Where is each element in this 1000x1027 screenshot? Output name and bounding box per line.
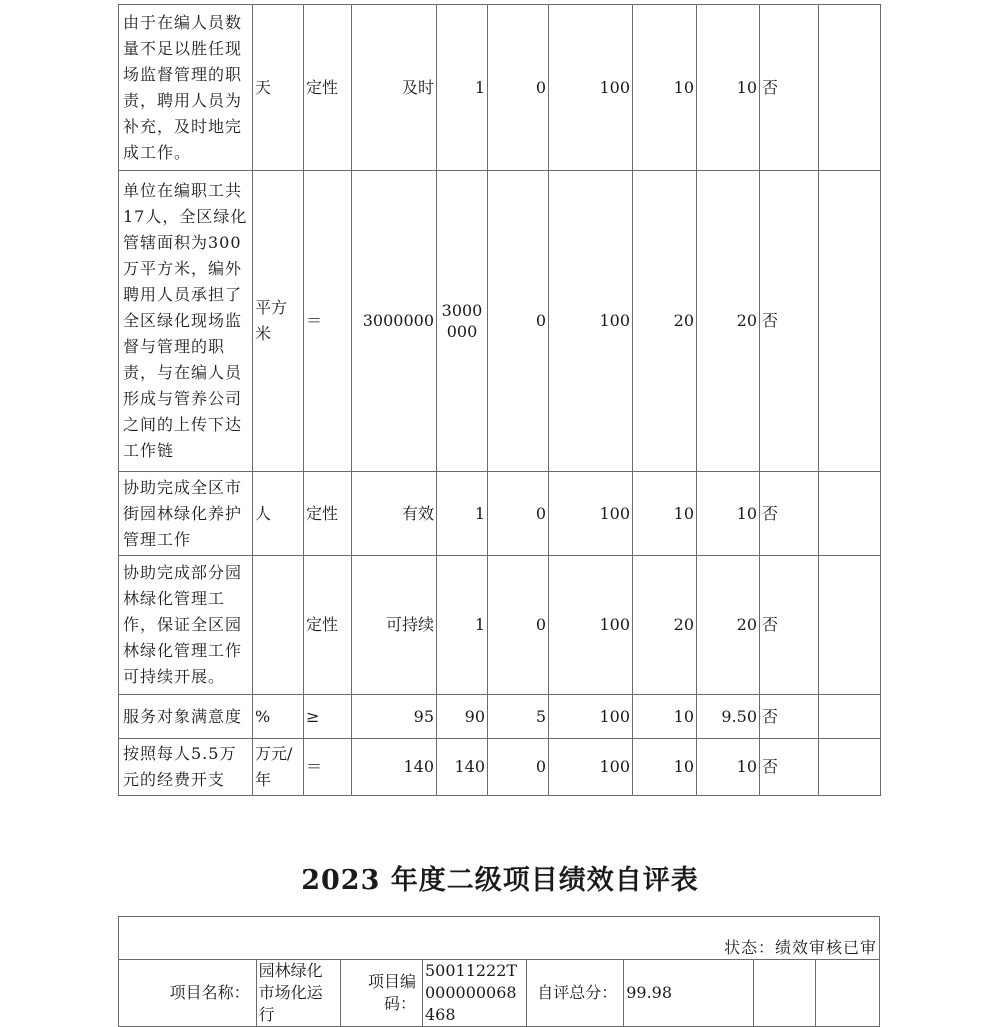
indicator-actual: 90 xyxy=(437,695,488,739)
indicator-description: 服务对象满意度 xyxy=(119,695,253,739)
indicator-completion: 100 xyxy=(549,171,633,472)
indicator-operator: ＝ xyxy=(304,171,352,472)
indicator-weight: 10 xyxy=(633,472,697,556)
indicator-deviation: 0 xyxy=(488,739,549,796)
indicator-deduction: 否 xyxy=(760,472,819,556)
indicator-operator: ＝ xyxy=(304,739,352,796)
indicator-deviation: 0 xyxy=(488,5,549,171)
project-code-value: 50011222T000000068468 xyxy=(422,960,526,1027)
indicator-target: 有效 xyxy=(352,472,437,556)
indicator-operator: ≥ xyxy=(304,695,352,739)
indicator-unit: % xyxy=(253,695,304,739)
self-score-value: 99.98 xyxy=(624,960,753,1027)
indicator-weight: 20 xyxy=(633,556,697,695)
indicator-remark xyxy=(819,171,881,472)
indicator-target: 95 xyxy=(352,695,437,739)
project-name-label: 项目名称： xyxy=(119,960,257,1027)
indicator-unit: 万元/年 xyxy=(253,739,304,796)
indicator-completion: 100 xyxy=(549,472,633,556)
indicator-actual: 3000000 xyxy=(437,171,488,472)
indicator-weight: 10 xyxy=(633,5,697,171)
table-row xyxy=(119,739,881,796)
indicator-target: 及时 xyxy=(352,5,437,171)
indicator-description: 由于在编人员数量不足以胜任现场监督管理的职责，聘用人员为补充，及时地完成工作。 xyxy=(119,5,253,171)
indicator-description: 协助完成部分园林绿化管理工作，保证全区园林绿化管理工作可持续开展。 xyxy=(119,556,253,695)
self-score-label: 自评总分： xyxy=(526,960,624,1027)
indicator-completion: 100 xyxy=(549,556,633,695)
project-code-label: 项目编码： xyxy=(340,960,422,1027)
indicator-operator: 定性 xyxy=(304,5,352,171)
indicator-description: 单位在编职工共17人，全区绿化管辖面积为300万平方米，编外聘用人员承担了全区绿化现场监督与管理的职责，与在编人员形成与管养公司之间的上传下达工作链 xyxy=(119,171,253,472)
report-title: 2023 年度二级项目绩效自评表 xyxy=(301,865,699,896)
indicator-weight: 10 xyxy=(633,739,697,796)
indicator-remark xyxy=(819,695,881,739)
table-row xyxy=(119,171,881,472)
indicator-score: 20 xyxy=(697,171,760,472)
indicator-deviation: 5 xyxy=(488,695,549,739)
indicator-actual: 1 xyxy=(437,472,488,556)
empty-cell xyxy=(753,960,816,1027)
indicator-completion: 100 xyxy=(549,5,633,171)
indicator-actual: 1 xyxy=(437,5,488,171)
table-row xyxy=(119,472,881,556)
table-row xyxy=(119,5,881,171)
review-status: 状态：绩效审核已审 xyxy=(119,917,880,960)
project-info-row xyxy=(119,960,880,1027)
indicator-actual: 140 xyxy=(437,739,488,796)
indicator-score: 20 xyxy=(697,556,760,695)
indicator-remark xyxy=(819,472,881,556)
indicator-completion: 100 xyxy=(549,695,633,739)
project-name-value: 园林绿化市场化运行 xyxy=(256,960,340,1027)
indicator-remark xyxy=(819,5,881,171)
indicator-weight: 20 xyxy=(633,171,697,472)
indicator-table xyxy=(118,4,881,796)
indicator-score: 9.50 xyxy=(697,695,760,739)
indicator-actual: 1 xyxy=(437,556,488,695)
indicator-deduction: 否 xyxy=(760,739,819,796)
indicator-completion: 100 xyxy=(549,739,633,796)
table-row xyxy=(119,556,881,695)
table-row xyxy=(119,695,881,739)
indicator-deviation: 0 xyxy=(488,556,549,695)
indicator-remark xyxy=(819,556,881,695)
indicator-deduction: 否 xyxy=(760,695,819,739)
status-row xyxy=(119,917,880,960)
indicator-target: 140 xyxy=(352,739,437,796)
indicator-score: 10 xyxy=(697,5,760,171)
project-info-table xyxy=(118,916,880,1027)
indicator-description: 协助完成全区市街园林绿化养护管理工作 xyxy=(119,472,253,556)
indicator-score: 10 xyxy=(697,472,760,556)
indicator-description: 按照每人5.5万元的经费开支 xyxy=(119,739,253,796)
indicator-remark xyxy=(819,739,881,796)
indicator-deduction: 否 xyxy=(760,556,819,695)
indicator-unit: 平方米 xyxy=(253,171,304,472)
indicator-unit xyxy=(253,556,304,695)
indicator-score: 10 xyxy=(697,739,760,796)
indicator-deduction: 否 xyxy=(760,171,819,472)
indicator-unit: 天 xyxy=(253,5,304,171)
indicator-operator: 定性 xyxy=(304,472,352,556)
indicator-target: 可持续 xyxy=(352,556,437,695)
indicator-target: 3000000 xyxy=(352,171,437,472)
indicator-deviation: 0 xyxy=(488,472,549,556)
indicator-unit: 人 xyxy=(253,472,304,556)
indicator-deduction: 否 xyxy=(760,5,819,171)
empty-cell xyxy=(816,960,880,1027)
indicator-deviation: 0 xyxy=(488,171,549,472)
indicator-weight: 10 xyxy=(633,695,697,739)
indicator-operator: 定性 xyxy=(304,556,352,695)
